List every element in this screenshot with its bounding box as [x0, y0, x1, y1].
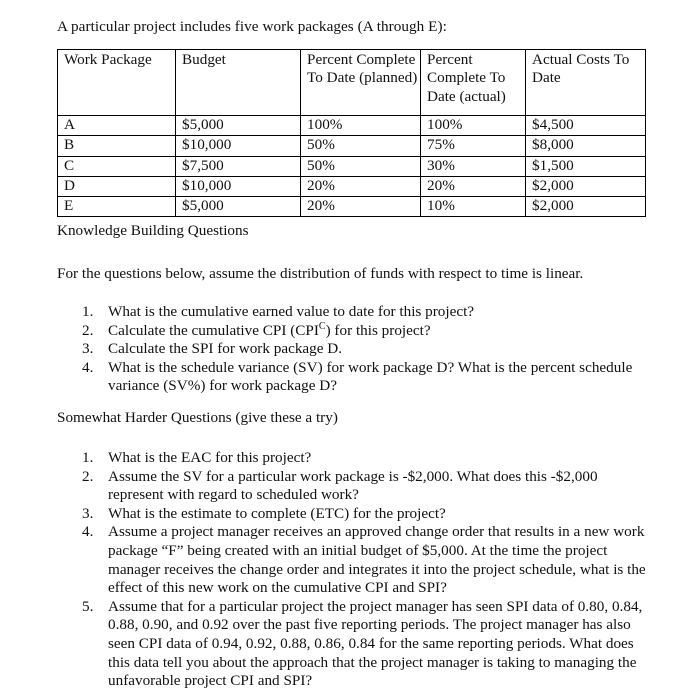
list-item-number: 1.	[82, 449, 94, 466]
list-item	[82, 523, 652, 597]
list-item-text	[108, 322, 642, 341]
cell-planned: 50%	[301, 156, 421, 176]
list-item	[82, 340, 642, 359]
list-item-text: Assume a project manager receives an approved change order that results in a new work package “F” being created with an initial budget of $5,000. At the time the project manager receives the change order and integrates it into the project schedule, what is the effect of this new work on the cumulative CPI and SPI?	[108, 523, 646, 597]
list-item-number: 2.	[82, 321, 94, 339]
table-row	[58, 136, 646, 156]
list-item-text: What is the estimate to complete (ETC) for the project?	[108, 504, 446, 522]
cell-costs: $1,500	[526, 156, 646, 176]
column-header-actual-costs: Actual Costs To Date	[526, 50, 646, 116]
list-item-number: 1.	[82, 303, 94, 320]
list-item	[82, 322, 642, 341]
work-package-table-wrapper	[57, 49, 645, 217]
cell-actual: 20%	[421, 176, 526, 196]
cell-work-package: D	[58, 176, 176, 196]
list-item-text: Assume that for a particular project the project manager has seen SPI data of 0.80, 0.84, 0.88, 0.90, and 0.92 over the past five reporting periods. The project manager has also seen CPI data of 0.94, 0.92, 0.88, 0.86, 0.84 for the same reporting periods. What does this data tell you about the approach that the project manager is taking to managing the unfavorable project CPI and SPI?	[108, 597, 643, 690]
list-item	[82, 303, 642, 322]
harder-question-list	[82, 449, 652, 691]
cell-costs: $2,000	[526, 176, 646, 196]
table-header	[58, 50, 646, 116]
superscript-c: C	[318, 320, 326, 332]
list-item-text: What is the EAC for this project?	[108, 449, 312, 466]
knowledge-building-note: For the questions below, assume the distribution of funds with respect to time is linear.	[57, 265, 584, 282]
list-item	[82, 359, 642, 396]
cell-actual: 100%	[421, 116, 526, 136]
table-row	[58, 156, 646, 176]
cell-costs: $2,000	[526, 197, 646, 217]
cell-planned: 20%	[301, 197, 421, 217]
knowledge-building-heading: Knowledge Building Questions	[57, 222, 249, 239]
table-row	[58, 176, 646, 196]
knowledge-building-question-list	[82, 303, 642, 396]
list-item-text: What is the schedule variance (SV) for work package D? What is the percent schedule variance (SV%) for work package D?	[108, 358, 633, 395]
cell-planned: 50%	[301, 136, 421, 156]
cell-costs: $4,500	[526, 116, 646, 136]
intro-paragraph: A particular project includes five work packages (A through E):	[57, 18, 447, 35]
list-item-text: Calculate the SPI for work package D.	[108, 340, 343, 358]
list-item	[82, 449, 652, 468]
cell-actual: 75%	[421, 136, 526, 156]
cell-actual: 30%	[421, 156, 526, 176]
column-header-budget: Budget	[176, 50, 301, 116]
cell-budget: $7,500	[176, 156, 301, 176]
column-header-percent-complete-planned: Percent Complete To Date (planned)	[301, 50, 421, 116]
table-row	[58, 116, 646, 136]
cell-planned: 20%	[301, 176, 421, 196]
list-item	[82, 598, 652, 691]
cell-work-package: C	[58, 156, 176, 176]
table-body	[58, 116, 646, 217]
cell-budget: $10,000	[176, 176, 301, 196]
cell-budget: $5,000	[176, 197, 301, 217]
list-item-number: 4.	[82, 523, 94, 541]
text-after-superscript: ) for this project?	[325, 321, 431, 339]
list-item	[82, 468, 652, 505]
cell-planned: 100%	[301, 116, 421, 136]
list-item-text: What is the cumulative earned value to date for this project?	[108, 303, 475, 320]
list-item-number: 4.	[82, 358, 94, 376]
column-header-percent-complete-actual: Percent Complete To Date (actual)	[421, 50, 526, 116]
column-header-work-package: Work Package	[58, 50, 176, 116]
list-item-number: 5.	[82, 597, 94, 615]
work-package-table	[57, 49, 646, 217]
text-before-superscript: Calculate the cumulative CPI (CPI	[108, 321, 319, 339]
cell-actual: 10%	[421, 197, 526, 217]
list-item	[82, 505, 652, 524]
list-item-number: 3.	[82, 504, 94, 522]
table-header-row	[58, 50, 646, 116]
list-item-number: 2.	[82, 467, 94, 485]
list-item-text: Assume the SV for a particular work package is -$2,000. What does this -$2,000 represent with regard to scheduled work?	[108, 467, 598, 504]
cell-work-package: A	[58, 116, 176, 136]
table-row	[58, 197, 646, 217]
cell-budget: $5,000	[176, 116, 301, 136]
cell-work-package: B	[58, 136, 176, 156]
cell-work-package: E	[58, 197, 176, 217]
somewhat-harder-heading: Somewhat Harder Questions (give these a try)	[57, 409, 338, 426]
list-item-number: 3.	[82, 340, 94, 358]
cell-budget: $10,000	[176, 136, 301, 156]
cell-costs: $8,000	[526, 136, 646, 156]
